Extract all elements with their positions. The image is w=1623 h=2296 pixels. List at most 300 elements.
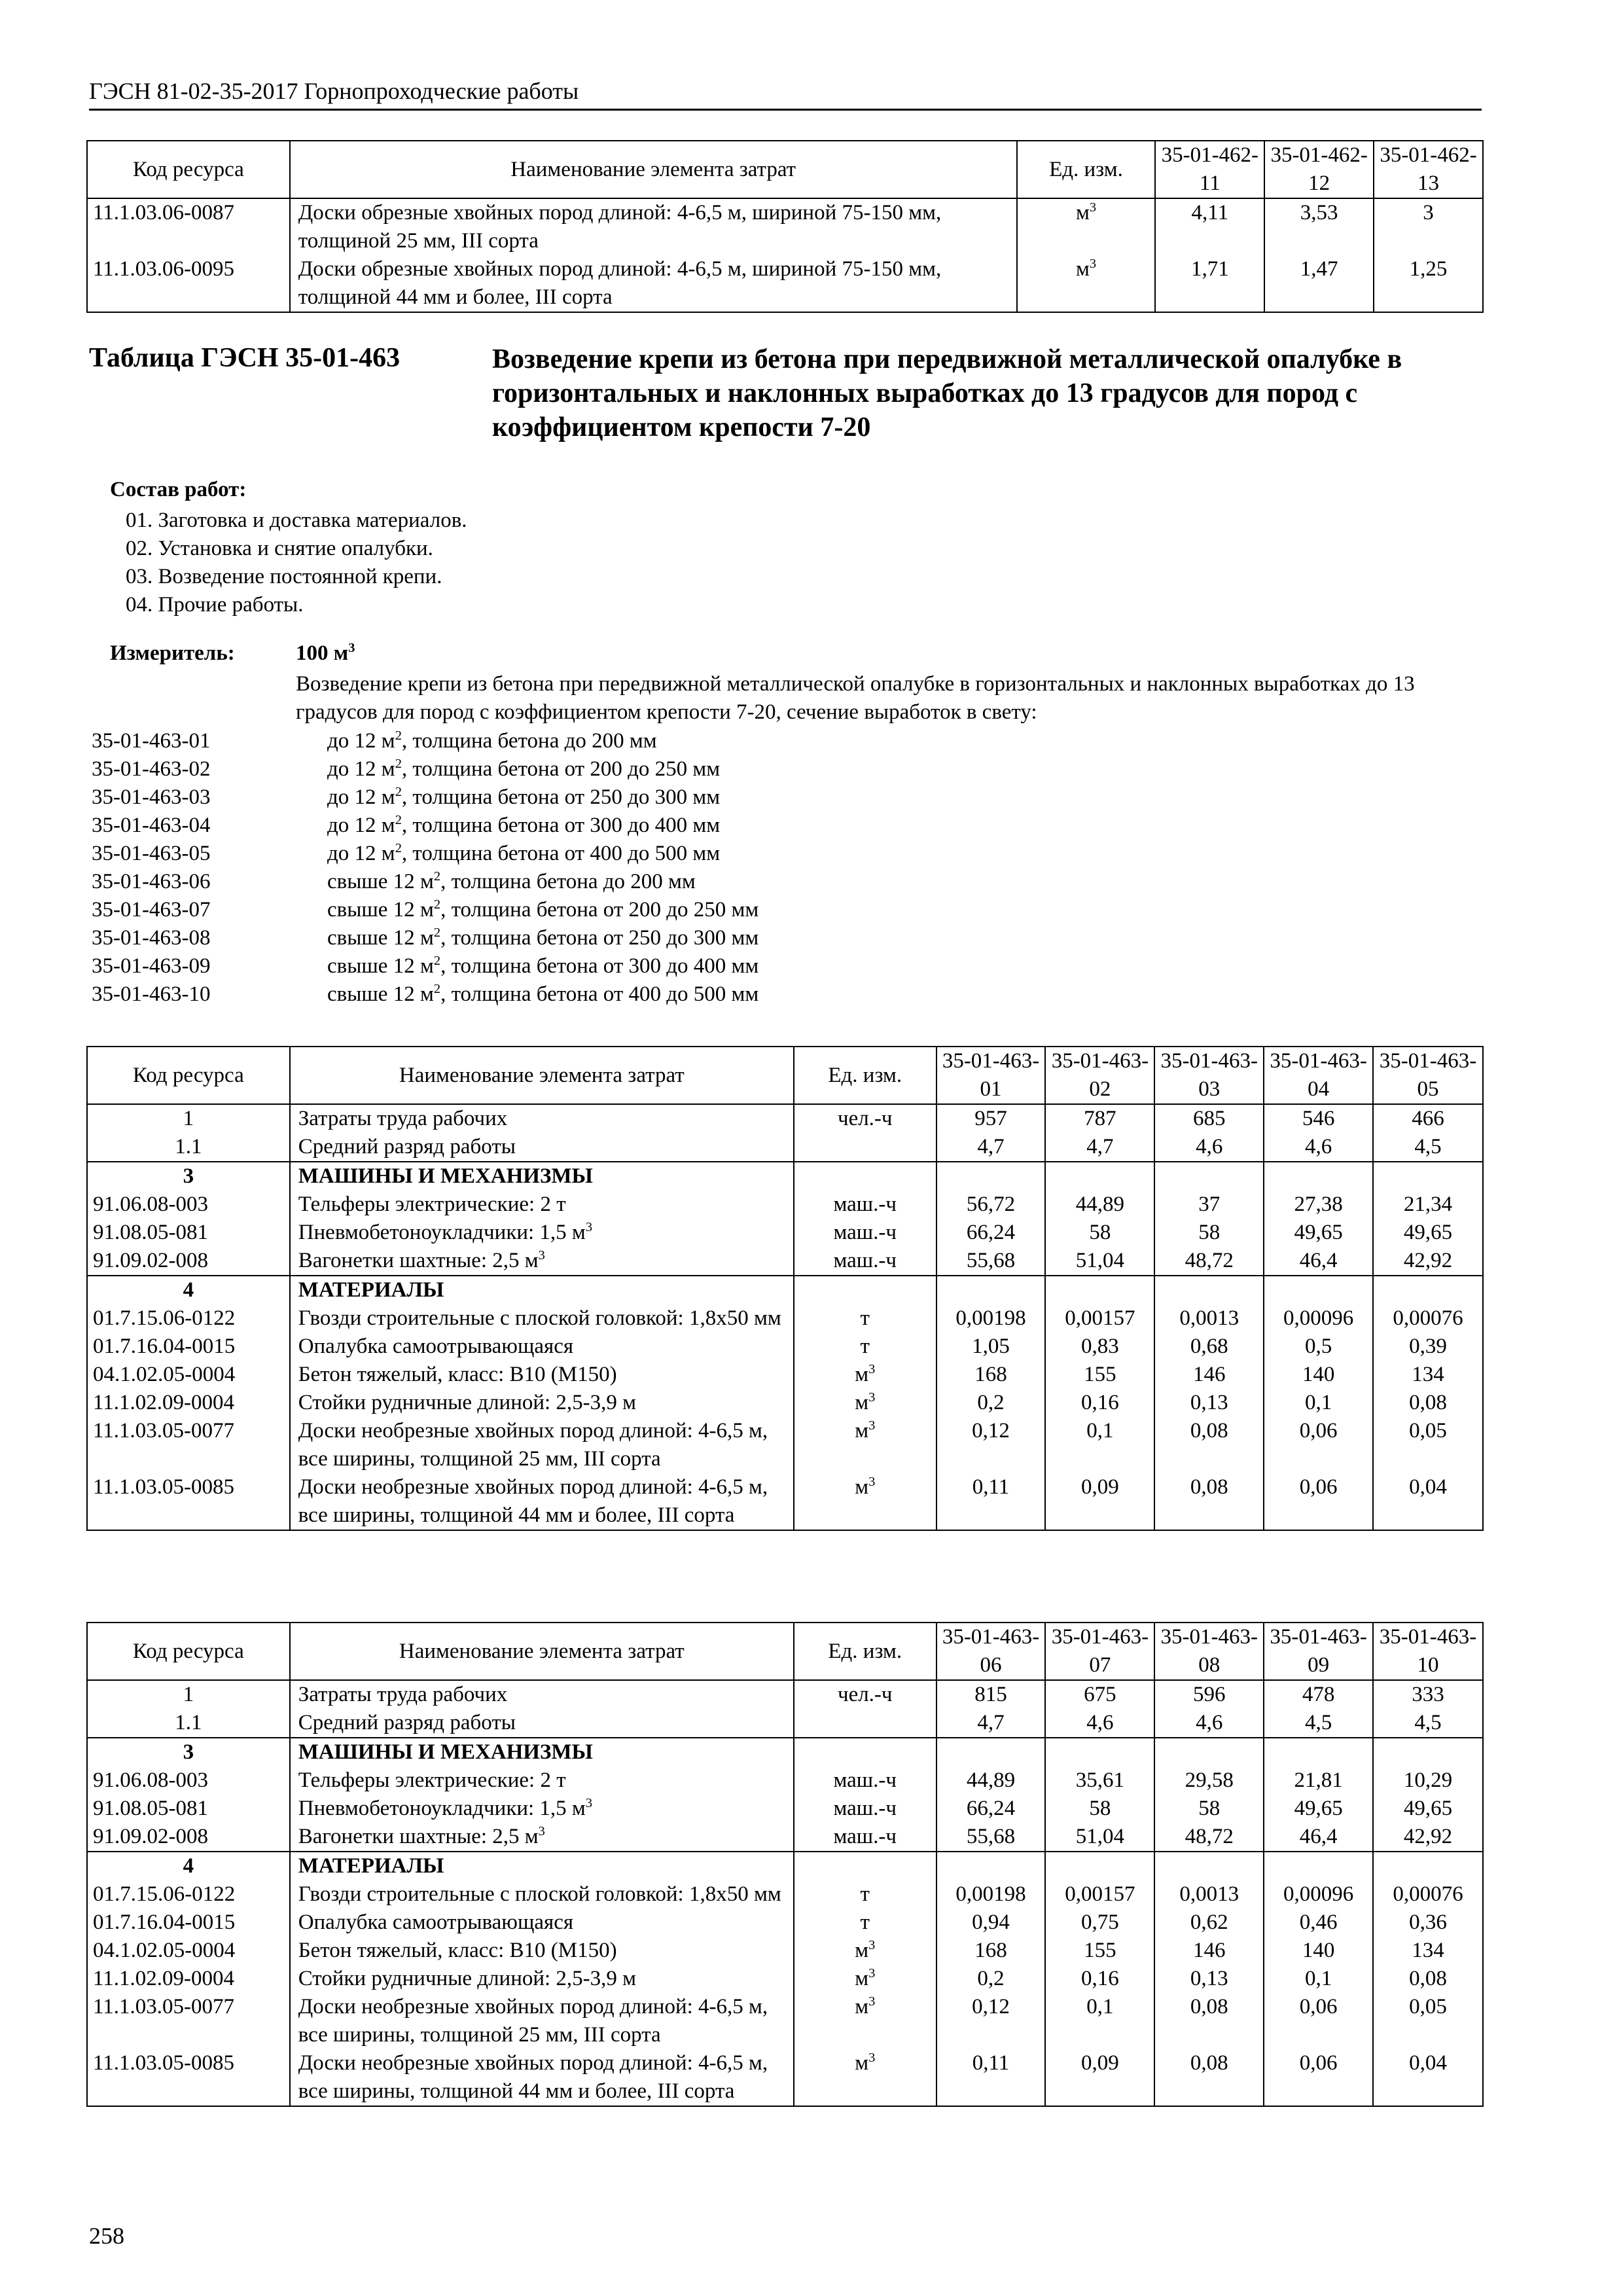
resource-value: 0,05 <box>1373 1993 1483 2049</box>
norm-description-sup: 2 <box>395 813 402 827</box>
resource-value: 1,25 <box>1374 255 1483 312</box>
resource-name-text: Доски необрезные хвойных пород длиной: 4-6,5 м, все ширины, толщиной 25 мм, III сорта <box>298 1995 768 2047</box>
resource-name-text: Тельферы электрические: 2 т <box>298 1193 566 1216</box>
table-row <box>87 1389 1483 1417</box>
resource-unit-sup: 3 <box>868 1938 876 1952</box>
resource-value: 685 <box>1154 1104 1264 1133</box>
resource-value <box>1045 1276 1154 1304</box>
norm-description-sup: 2 <box>395 728 402 743</box>
resource-value: 0,00198 <box>936 1880 1046 1909</box>
resource-unit <box>794 1473 936 1530</box>
resource-unit <box>794 1219 936 1247</box>
norm-code: 35-01-463-10 <box>92 982 211 1006</box>
resource-value: 49,65 <box>1264 1219 1373 1247</box>
resource-code: 1.1 <box>87 1133 290 1162</box>
resource-value: 0,00076 <box>1373 1880 1483 1909</box>
resource-unit <box>1017 255 1156 312</box>
top-table <box>86 140 1484 313</box>
resource-unit <box>794 1880 936 1909</box>
resource-value: 0,94 <box>936 1909 1046 1937</box>
resource-value: 10,29 <box>1373 1767 1483 1795</box>
resource-value <box>1045 1738 1154 1767</box>
column-header: 35-01-463-06 <box>936 1623 1046 1680</box>
resource-unit <box>794 1937 936 1965</box>
norm-description <box>327 727 758 755</box>
resource-name <box>290 1473 794 1530</box>
resource-unit-sup: 3 <box>868 1362 876 1376</box>
resource-name <box>290 1909 794 1937</box>
norm-description <box>327 952 758 980</box>
resource-unit <box>794 1417 936 1473</box>
resource-name-text: Гвозди строительные с плоской головкой: 1,8х50 мм <box>298 1882 781 1906</box>
resource-value: 546 <box>1264 1104 1373 1133</box>
resource-value: 27,38 <box>1264 1191 1373 1219</box>
norm-description <box>327 924 758 952</box>
resource-name-text: Доски необрезные хвойных пород длиной: 4-6,5 м, все ширины, толщиной 25 мм, III сорта <box>298 1419 768 1471</box>
resource-value: 0,09 <box>1045 2049 1154 2106</box>
column-header: 35-01-463-04 <box>1264 1047 1373 1104</box>
resource-code: 91.08.05-081 <box>87 1219 290 1247</box>
resource-value: 51,04 <box>1045 1247 1154 1276</box>
resource-value: 155 <box>1045 1361 1154 1389</box>
resource-unit-text: маш.-ч <box>833 1193 897 1216</box>
resource-value: 0,12 <box>936 1993 1046 2049</box>
resource-value: 478 <box>1264 1680 1373 1709</box>
resource-unit-sup: 3 <box>1089 200 1097 215</box>
resource-name <box>290 1795 794 1823</box>
resource-value: 0,08 <box>1373 1965 1483 1993</box>
resource-value: 42,92 <box>1373 1823 1483 1852</box>
table-row <box>87 1276 1483 1304</box>
norm-description-post: , толщина бетона от 400 до 500 мм <box>440 982 759 1006</box>
resource-unit-text: м <box>1075 201 1090 224</box>
resource-name-text: Пневмобетоноукладчики: 1,5 м <box>298 1221 586 1244</box>
norm-description <box>327 868 758 896</box>
resource-name-text: Средний разряд работы <box>298 1711 516 1734</box>
column-header: 35-01-463-10 <box>1373 1623 1483 1680</box>
column-header: Наименование элемента затрат <box>290 1047 794 1104</box>
norm-description-pre: свыше 12 м <box>327 926 434 950</box>
work-composition-heading: Состав работ: <box>110 478 247 501</box>
column-header: 35-01-462-13 <box>1374 141 1483 198</box>
table-row <box>87 1965 1483 1993</box>
resource-name <box>290 1417 794 1473</box>
resource-unit <box>794 1191 936 1219</box>
resource-code: 01.7.16.04-0015 <box>87 1333 290 1361</box>
norm-description <box>327 840 758 868</box>
norm-description <box>327 812 758 840</box>
resource-value: 49,65 <box>1373 1219 1483 1247</box>
norm-code: 35-01-463-04 <box>92 814 211 837</box>
resource-unit <box>794 2049 936 2106</box>
table-row <box>87 198 1483 255</box>
resource-value <box>1264 1276 1373 1304</box>
resource-name <box>290 1304 794 1333</box>
table-row <box>87 1823 1483 1852</box>
norm-description-pre: до 12 м <box>327 729 395 753</box>
resource-name <box>290 255 1017 312</box>
resource-unit-text: м <box>855 1363 869 1386</box>
resource-unit <box>794 1993 936 2049</box>
resource-name-text: Опалубка самоотрывающаяся <box>298 1910 574 1934</box>
table-row <box>87 1709 1483 1738</box>
resource-value: 0,08 <box>1154 1993 1264 2049</box>
resource-value: 4,6 <box>1154 1133 1264 1162</box>
resource-name <box>290 1219 794 1247</box>
resource-value: 0,2 <box>936 1965 1046 1993</box>
table-row <box>87 1304 1483 1333</box>
resource-value: 1,71 <box>1155 255 1264 312</box>
resource-unit <box>794 1852 936 1880</box>
resource-name-text: МАШИНЫ И МЕХАНИЗМЫ <box>298 1740 593 1764</box>
resource-unit-text: маш.-ч <box>833 1797 897 1820</box>
resource-value: 3 <box>1374 198 1483 255</box>
resource-code: 01.7.16.04-0015 <box>87 1909 290 1937</box>
norm-code: 35-01-463-05 <box>92 842 211 865</box>
resource-value: 0,46 <box>1264 1909 1373 1937</box>
resource-value <box>1264 1162 1373 1191</box>
resource-value: 21,81 <box>1264 1767 1373 1795</box>
resource-value: 0,08 <box>1154 1473 1264 1530</box>
resource-code: 1.1 <box>87 1709 290 1738</box>
resource-value: 155 <box>1045 1937 1154 1965</box>
resource-value: 42,92 <box>1373 1247 1483 1276</box>
resource-value: 0,12 <box>936 1417 1046 1473</box>
resource-name-text: Тельферы электрические: 2 т <box>298 1768 566 1792</box>
table-row <box>87 1162 1483 1191</box>
resource-code: 91.09.02-008 <box>87 1823 290 1852</box>
resource-unit-text: м <box>1075 257 1090 281</box>
norm-description-sup: 2 <box>433 925 441 940</box>
table-row <box>87 1361 1483 1389</box>
resource-code: 11.1.03.05-0077 <box>87 1993 290 2049</box>
resource-value <box>1154 1852 1264 1880</box>
resource-value: 4,6 <box>1154 1709 1264 1738</box>
resource-unit-sup: 3 <box>1089 257 1097 271</box>
resource-name-text: МАТЕРИАЛЫ <box>298 1854 444 1878</box>
resource-name <box>290 1333 794 1361</box>
resource-name-text: Затраты труда рабочих <box>298 1683 508 1706</box>
column-header: Ед. изм. <box>794 1623 936 1680</box>
resource-value: 0,62 <box>1154 1909 1264 1937</box>
resource-value: 0,36 <box>1373 1909 1483 1937</box>
resource-value: 4,11 <box>1155 198 1264 255</box>
norm-description <box>327 896 758 924</box>
resource-value: 0,11 <box>936 2049 1046 2106</box>
resource-unit <box>794 1247 936 1276</box>
column-header: Ед. изм. <box>794 1047 936 1104</box>
norm-code: 35-01-463-03 <box>92 785 211 809</box>
resource-name-text: Бетон тяжелый, класс: В10 (М150) <box>298 1363 617 1386</box>
resource-name <box>290 1162 794 1191</box>
resource-value: 4,6 <box>1264 1133 1373 1162</box>
norm-description <box>327 980 758 1009</box>
resource-value <box>1045 1162 1154 1191</box>
resource-value: 134 <box>1373 1361 1483 1389</box>
table-row <box>87 1767 1483 1795</box>
table-row <box>87 1191 1483 1219</box>
resource-name <box>290 1191 794 1219</box>
resource-unit-text: чел.-ч <box>837 1683 893 1706</box>
work-composition-list <box>126 507 467 619</box>
norm-description-pre: до 12 м <box>327 814 395 837</box>
norm-code-list <box>92 727 210 1009</box>
resource-code: 11.1.02.09-0004 <box>87 1965 290 1993</box>
resource-name <box>290 1389 794 1417</box>
measure-unit-sup: 3 <box>348 641 355 655</box>
resource-code: 11.1.03.05-0077 <box>87 1417 290 1473</box>
resource-value <box>936 1738 1046 1767</box>
header-rule <box>89 109 1482 111</box>
resource-name <box>290 1680 794 1709</box>
resource-name <box>290 2049 794 2106</box>
resource-value <box>1154 1738 1264 1767</box>
resource-value: 0,06 <box>1264 1417 1373 1473</box>
resource-unit-text: м <box>855 1475 869 1499</box>
table-row <box>87 255 1483 312</box>
resource-value: 0,00157 <box>1045 1304 1154 1333</box>
resource-value: 0,08 <box>1154 2049 1264 2106</box>
resource-code: 3 <box>87 1738 290 1767</box>
column-header: 35-01-463-07 <box>1045 1623 1154 1680</box>
norm-description-sup: 2 <box>395 841 402 855</box>
resource-code: 11.1.03.06-0087 <box>87 198 290 255</box>
resource-value: 0,83 <box>1045 1333 1154 1361</box>
resource-unit <box>794 1276 936 1304</box>
norm-description-pre: свыше 12 м <box>327 870 434 893</box>
resource-name-text: МАТЕРИАЛЫ <box>298 1278 444 1302</box>
resource-unit-text: т <box>860 1335 870 1358</box>
resource-name <box>290 1247 794 1276</box>
resource-name <box>290 1823 794 1852</box>
norm-description-sup: 2 <box>433 869 441 884</box>
resource-value: 4,5 <box>1373 1133 1483 1162</box>
norm-description-sup: 2 <box>433 982 441 996</box>
table-row <box>87 2049 1483 2106</box>
resource-value: 21,34 <box>1373 1191 1483 1219</box>
resource-value: 815 <box>936 1680 1046 1709</box>
column-header: 35-01-463-05 <box>1373 1047 1483 1104</box>
norm-description-pre: свыше 12 м <box>327 982 434 1006</box>
resource-value: 0,00198 <box>936 1304 1046 1333</box>
table-row <box>87 1247 1483 1276</box>
resource-value <box>1264 1852 1373 1880</box>
resource-value: 168 <box>936 1937 1046 1965</box>
resource-unit-sup: 3 <box>868 1418 876 1433</box>
resource-value: 1,47 <box>1264 255 1374 312</box>
norm-description-pre: свыше 12 м <box>327 898 434 922</box>
norm-description-post: , толщина бетона до 200 мм <box>440 870 696 893</box>
resource-value: 0,04 <box>1373 1473 1483 1530</box>
resource-name-text: Стойки рудничные длиной: 2,5-3,9 м <box>298 1391 637 1414</box>
column-header: Код ресурса <box>87 1623 290 1680</box>
resource-value: 58 <box>1154 1795 1264 1823</box>
resource-name <box>290 1276 794 1304</box>
resource-name-text: Доски обрезные хвойных пород длиной: 4-6,5 м, шириной 75-150 мм, толщиной 44 мм и более, III сорта <box>298 257 942 309</box>
resource-value: 58 <box>1045 1795 1154 1823</box>
resource-unit-text: м <box>855 1419 869 1443</box>
resource-unit-text: т <box>860 1882 870 1906</box>
norm-code: 35-01-463-02 <box>92 757 211 781</box>
resource-name <box>290 1880 794 1909</box>
norm-description-pre: до 12 м <box>327 757 395 781</box>
resource-value: 0,1 <box>1264 1389 1373 1417</box>
resource-unit-text: маш.-ч <box>833 1249 897 1272</box>
resource-code: 91.09.02-008 <box>87 1247 290 1276</box>
norm-description-post: , толщина бетона от 400 до 500 мм <box>401 842 721 865</box>
resource-unit <box>794 1738 936 1767</box>
column-header: 35-01-463-01 <box>936 1047 1046 1104</box>
resource-value: 4,7 <box>936 1133 1046 1162</box>
resource-unit-text: т <box>860 1910 870 1934</box>
resource-value <box>1373 1738 1483 1767</box>
work-composition-item: 02. Установка и снятие опалубки. <box>126 537 433 560</box>
resource-value: 0,39 <box>1373 1333 1483 1361</box>
resource-unit-text: м <box>855 1939 869 1962</box>
resource-value: 0,1 <box>1045 1417 1154 1473</box>
column-header: 35-01-462-11 <box>1155 141 1264 198</box>
resource-unit-sup: 3 <box>868 1966 876 1981</box>
resource-value: 675 <box>1045 1680 1154 1709</box>
norm-description-sup: 2 <box>395 757 402 771</box>
resource-name-sup: 3 <box>585 1220 593 1234</box>
resource-name <box>290 1738 794 1767</box>
resource-code: 4 <box>87 1276 290 1304</box>
resource-value: 44,89 <box>936 1767 1046 1795</box>
resource-value <box>936 1162 1046 1191</box>
resource-name <box>290 1965 794 1993</box>
resource-table-1 <box>86 1046 1484 1531</box>
resource-unit <box>794 1162 936 1191</box>
resource-unit-text: т <box>860 1306 870 1330</box>
resource-value: 58 <box>1045 1219 1154 1247</box>
resource-unit <box>794 1304 936 1333</box>
measure-unit-text: 100 м <box>296 641 349 665</box>
resource-value: 66,24 <box>936 1795 1046 1823</box>
norm-description-post: , толщина бетона от 250 до 300 мм <box>401 785 721 809</box>
resource-unit <box>794 1133 936 1162</box>
resource-value: 466 <box>1373 1104 1483 1133</box>
resource-name <box>290 1937 794 1965</box>
resource-unit <box>794 1104 936 1133</box>
resource-name-sup: 3 <box>585 1796 593 1810</box>
resource-value: 66,24 <box>936 1219 1046 1247</box>
work-composition-item: 04. Прочие работы. <box>126 593 304 617</box>
resource-name-text: Затраты труда рабочих <box>298 1107 508 1130</box>
table-row <box>87 1795 1483 1823</box>
column-header: 35-01-462-12 <box>1264 141 1374 198</box>
norm-description-pre: до 12 м <box>327 842 395 865</box>
norm-description-sup: 2 <box>433 897 441 912</box>
column-header: Наименование элемента затрат <box>290 1623 794 1680</box>
resource-value: 0,06 <box>1264 1473 1373 1530</box>
column-header: Ед. изм. <box>1017 141 1156 198</box>
resource-value: 957 <box>936 1104 1046 1133</box>
resource-name-text: Бетон тяжелый, класс: В10 (М150) <box>298 1939 617 1962</box>
resource-code: 91.06.08-003 <box>87 1191 290 1219</box>
resource-unit-sup: 3 <box>868 1475 876 1489</box>
table-title-code: Таблица ГЭСН 35-01-463 <box>89 343 401 373</box>
resource-value: 0,75 <box>1045 1909 1154 1937</box>
resource-value: 0,2 <box>936 1389 1046 1417</box>
resource-code: 04.1.02.05-0004 <box>87 1361 290 1389</box>
resource-value: 0,16 <box>1045 1965 1154 1993</box>
resource-name <box>290 1709 794 1738</box>
resource-name <box>290 1767 794 1795</box>
table-row <box>87 1852 1483 1880</box>
column-header: 35-01-463-03 <box>1154 1047 1264 1104</box>
resource-value: 4,5 <box>1264 1709 1373 1738</box>
resource-value <box>1154 1276 1264 1304</box>
norm-description-post: , толщина бетона от 250 до 300 мм <box>440 926 759 950</box>
resource-value: 0,1 <box>1045 1993 1154 2049</box>
resource-value: 0,0013 <box>1154 1880 1264 1909</box>
resource-name-text: МАШИНЫ И МЕХАНИЗМЫ <box>298 1164 593 1188</box>
norm-description-sup: 2 <box>433 954 441 968</box>
resource-code: 11.1.02.09-0004 <box>87 1389 290 1417</box>
resource-code: 01.7.15.06-0122 <box>87 1880 290 1909</box>
norm-code: 35-01-463-08 <box>92 926 211 950</box>
resource-name-text: Вагонетки шахтные: 2,5 м <box>298 1249 539 1272</box>
measure-label: Измеритель: <box>110 641 235 665</box>
resource-value: 56,72 <box>936 1191 1046 1219</box>
column-header: 35-01-463-09 <box>1264 1623 1373 1680</box>
resource-unit-text: м <box>855 2051 869 2075</box>
norm-description-pre: до 12 м <box>327 785 395 809</box>
resource-value: 49,65 <box>1264 1795 1373 1823</box>
resource-value: 0,06 <box>1264 1993 1373 2049</box>
resource-unit-sup: 3 <box>868 1390 876 1405</box>
resource-value: 168 <box>936 1361 1046 1389</box>
resource-value <box>1373 1162 1483 1191</box>
norm-description-post: , толщина бетона до 200 мм <box>401 729 657 753</box>
resource-name <box>290 1104 794 1133</box>
table-row <box>87 1333 1483 1361</box>
resource-value: 35,61 <box>1045 1767 1154 1795</box>
norm-description-list <box>327 727 758 1009</box>
resource-value: 0,0013 <box>1154 1304 1264 1333</box>
resource-value: 0,08 <box>1154 1417 1264 1473</box>
resource-code: 3 <box>87 1162 290 1191</box>
norm-code: 35-01-463-06 <box>92 870 211 893</box>
resource-value: 0,09 <box>1045 1473 1154 1530</box>
resource-unit-text: маш.-ч <box>833 1221 897 1244</box>
table-row <box>87 1133 1483 1162</box>
resource-value: 44,89 <box>1045 1191 1154 1219</box>
norm-description-post: , толщина бетона от 300 до 400 мм <box>440 954 759 978</box>
resource-value: 55,68 <box>936 1823 1046 1852</box>
resource-name-text: Стойки рудничные длиной: 2,5-3,9 м <box>298 1967 637 1990</box>
resource-code: 11.1.03.05-0085 <box>87 2049 290 2106</box>
column-header: Наименование элемента затрат <box>290 141 1017 198</box>
resource-value: 49,65 <box>1373 1795 1483 1823</box>
resource-value: 4,5 <box>1373 1709 1483 1738</box>
resource-value: 146 <box>1154 1937 1264 1965</box>
resource-code: 04.1.02.05-0004 <box>87 1937 290 1965</box>
resource-value: 0,5 <box>1264 1333 1373 1361</box>
resource-value: 0,13 <box>1154 1965 1264 1993</box>
resource-name-text: Вагонетки шахтные: 2,5 м <box>298 1825 539 1848</box>
column-header: Код ресурса <box>87 141 290 198</box>
resource-unit-sup: 3 <box>868 2051 876 2065</box>
resource-value: 0,04 <box>1373 2049 1483 2106</box>
resource-table-2 <box>86 1622 1484 2107</box>
resource-value <box>936 1852 1046 1880</box>
resource-unit-text: чел.-ч <box>837 1107 893 1130</box>
resource-code: 91.08.05-081 <box>87 1795 290 1823</box>
table-row <box>87 1219 1483 1247</box>
resource-code: 11.1.03.06-0095 <box>87 255 290 312</box>
